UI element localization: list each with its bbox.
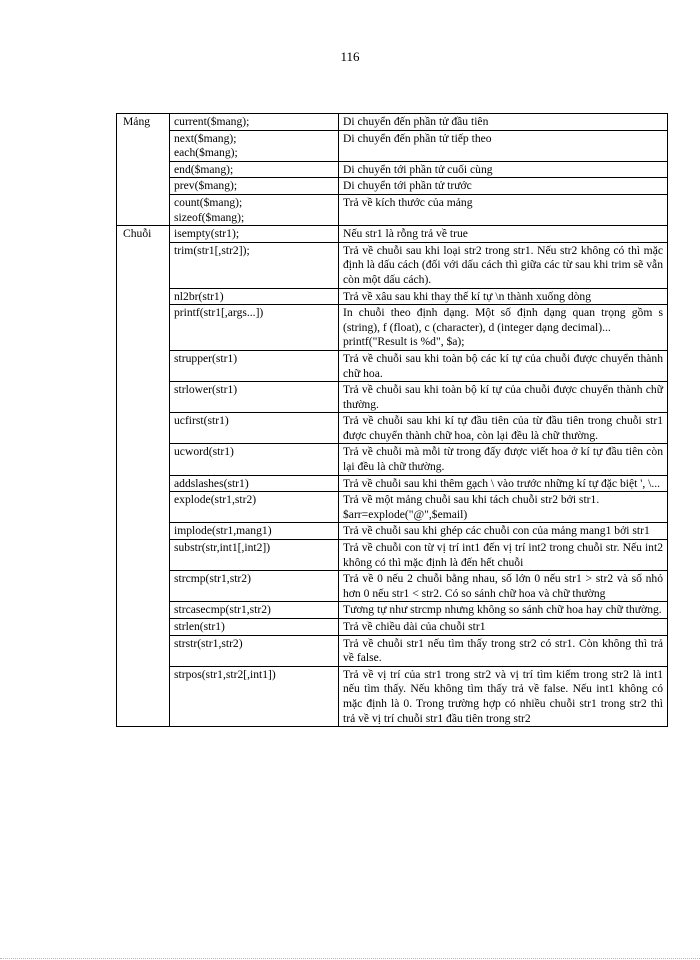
table-row: [117, 130, 668, 161]
function-cell: [170, 635, 339, 666]
function-signature: strlen(str1): [174, 620, 225, 633]
function-cell: [170, 602, 339, 619]
description-text: Trả về chuỗi sau khi toàn bộ kí tự của chuỗi được chuyển thành chữ thường.: [343, 383, 663, 411]
description-cell: [339, 666, 668, 726]
table-row: [117, 161, 668, 178]
function-cell: [170, 305, 339, 351]
description-text: Trả về chuỗi sau khi ghép các chuỗi con của mảng mang1 bởi str1: [343, 524, 650, 538]
description-text: Trả về chuỗi con từ vị trí int1 đến vị trí int2 trong chuỗi str. Nếu int2 không có thì mặc định là đến hết chuỗi: [343, 541, 663, 569]
function-signature: current($mang);: [174, 115, 250, 128]
bottom-rule: [0, 958, 700, 959]
function-cell: [170, 114, 339, 131]
description-text: Trả về chuỗi sau khi loại str2 trong str1. Nếu str2 không có thì mặc định là dấu cách (đối với dấu cách thì giữa các từ sau khi trim sẽ vẫn còn một dấu cách).: [343, 243, 663, 286]
description-text: Di chuyển tới phần tử trước: [343, 179, 472, 193]
function-cell: [170, 242, 339, 288]
description-cell: [339, 242, 668, 288]
function-signature: each($mang);: [174, 146, 238, 160]
description-cell: [339, 305, 668, 351]
table-row: [117, 242, 668, 288]
function-signature: addslashes(str1): [174, 476, 249, 490]
table-row: [117, 178, 668, 195]
description-text: printf("Result is %d", $a);: [343, 335, 465, 349]
function-cell: [170, 619, 339, 636]
function-cell: [170, 161, 339, 178]
description-cell: [339, 194, 668, 225]
category-cell: Chuỗi: [117, 226, 170, 727]
function-cell: [170, 444, 339, 475]
function-signature: trim(str1[,str2]);: [174, 243, 250, 257]
table-row: [117, 114, 668, 131]
function-signature: nl2br(str1): [174, 289, 224, 303]
description-cell: [339, 226, 668, 243]
description-text: Tương tự như strcmp nhưng không so sánh chữ hoa hay chữ thường.: [343, 603, 662, 617]
table-row: [117, 226, 668, 243]
function-signature: prev($mang);: [174, 179, 238, 193]
description-text: Trả về chuỗi mà mỗi từ trong đấy được viết hoa ở kí tự đầu tiên còn lại đều là chữ thường.: [343, 445, 663, 474]
table-row: [117, 288, 668, 305]
function-cell: [170, 413, 339, 444]
description-cell: [339, 635, 668, 666]
function-signature: next($mang);: [174, 131, 237, 145]
function-signature: implode(str1,mang1): [174, 524, 272, 538]
description-cell: [339, 413, 668, 444]
table-row: [117, 571, 668, 602]
description-text: Trả về vị trí của str1 trong str2 và vị trí tìm kiếm trong str2 là int1 nếu tìm thấy. Nếu không tìm thấy trả về false. Nếu int1 không có mặc định là 0. Trong trường hợp có nhiều chuỗi str1 trong str2 thì trả về vị trí chuỗi str1 đầu tiên trong str2: [343, 667, 663, 725]
description-text: Trả về kích thước của mảng: [343, 195, 473, 209]
function-cell: [170, 194, 339, 225]
function-cell: [170, 226, 339, 243]
description-cell: [339, 350, 668, 381]
table-row: [117, 305, 668, 351]
description-text: $arr=explode("@",$email): [343, 507, 468, 521]
description-text: Di chuyển đến phần tử tiếp theo: [343, 131, 492, 145]
description-text: Nếu str1 là rỗng trả về true: [343, 227, 468, 241]
function-cell: [170, 540, 339, 571]
function-cell: [170, 130, 339, 161]
table-row: [117, 475, 668, 492]
description-cell: [339, 475, 668, 492]
description-cell: [339, 444, 668, 475]
description-text: Di chuyển đến phần tử đầu tiên: [343, 115, 489, 128]
description-cell: [339, 571, 668, 602]
description-text: Trả về chuỗi sau khi kí tự đầu tiên của từ đầu tiên trong chuỗi str1 được chuyển thành chữ hoa, còn lại đều là chữ thường.: [343, 414, 663, 442]
table-row: [117, 413, 668, 444]
description-cell: [339, 602, 668, 619]
table-row: [117, 602, 668, 619]
function-cell: [170, 475, 339, 492]
function-signature: count($mang);: [174, 195, 243, 209]
function-table-body: [117, 114, 668, 727]
table-row: [117, 444, 668, 475]
table-row: [117, 635, 668, 666]
function-cell: [170, 350, 339, 381]
function-signature: ucword(str1): [174, 445, 234, 459]
function-cell: [170, 666, 339, 726]
function-signature: ucfirst(str1): [174, 414, 229, 428]
description-text: In chuỗi theo định dạng. Một số định dạng quan trọng gồm s (string), f (float), c (character), d (integer dạng decimal)...: [343, 306, 663, 334]
description-cell: [339, 161, 668, 178]
function-cell: [170, 492, 339, 523]
description-text: Trả về chiều dài của chuỗi str1: [343, 620, 486, 633]
description-text: Trả về một mảng chuỗi sau khi tách chuỗi str2 bởi str1.: [343, 493, 600, 507]
function-signature: substr(str,int1[,int2]): [174, 541, 271, 555]
function-signature: printf(str1[,args...]): [174, 306, 264, 320]
description-cell: [339, 492, 668, 523]
function-signature: strupper(str1): [174, 351, 238, 365]
description-text: Trả về chuỗi str1 nếu tìm thấy trong str2 có str1. Còn không thì trả về false.: [343, 636, 663, 665]
description-text: Trả về chuỗi sau khi thêm gạch \ vào trước những kí tự đặc biệt ', \...: [343, 476, 661, 490]
function-cell: [170, 382, 339, 413]
table-row: [117, 666, 668, 726]
table-row: [117, 382, 668, 413]
function-signature: end($mang);: [174, 162, 234, 176]
description-text: Trả về 0 nếu 2 chuỗi bằng nhau, số lớn 0 nếu str1 > str2 và số nhỏ hơn 0 nếu str1 < str2. Có so sánh chữ hoa và chữ thường: [343, 572, 663, 600]
function-signature: strcmp(str1,str2): [174, 572, 251, 586]
description-cell: [339, 619, 668, 636]
table-row: [117, 492, 668, 523]
function-cell: [170, 571, 339, 602]
description-cell: [339, 178, 668, 195]
function-signature: strstr(str1,str2): [174, 636, 243, 650]
table-row: [117, 619, 668, 636]
function-cell: [170, 523, 339, 540]
description-text: Trả về chuỗi sau khi toàn bộ các kí tự của chuỗi được chuyển thành chữ hoa.: [343, 351, 663, 380]
function-signature: strlower(str1): [174, 383, 238, 397]
description-cell: [339, 523, 668, 540]
function-cell: [170, 178, 339, 195]
description-cell: [339, 382, 668, 413]
page-number: 116: [340, 49, 360, 64]
table-row: [117, 350, 668, 381]
description-text: Di chuyển tới phần tử cuối cùng: [343, 162, 493, 176]
category-cell: Mảng: [117, 114, 170, 226]
description-cell: [339, 114, 668, 131]
function-signature: sizeof($mang);: [174, 210, 245, 224]
function-signature: isempty(str1);: [174, 227, 240, 241]
table-row: [117, 540, 668, 571]
function-signature: strcasecmp(str1,str2): [174, 603, 271, 617]
function-signature: strpos(str1,str2[,int1]): [174, 667, 276, 681]
function-signature: explode(str1,str2): [174, 493, 257, 507]
function-table: [116, 113, 668, 727]
description-cell: [339, 130, 668, 161]
table-row: [117, 194, 668, 225]
description-cell: [339, 540, 668, 571]
description-cell: [339, 288, 668, 305]
description-text: Trả về xâu sau khi thay thế kí tự \n thành xuống dòng: [343, 289, 592, 303]
table-row: [117, 523, 668, 540]
function-cell: [170, 288, 339, 305]
